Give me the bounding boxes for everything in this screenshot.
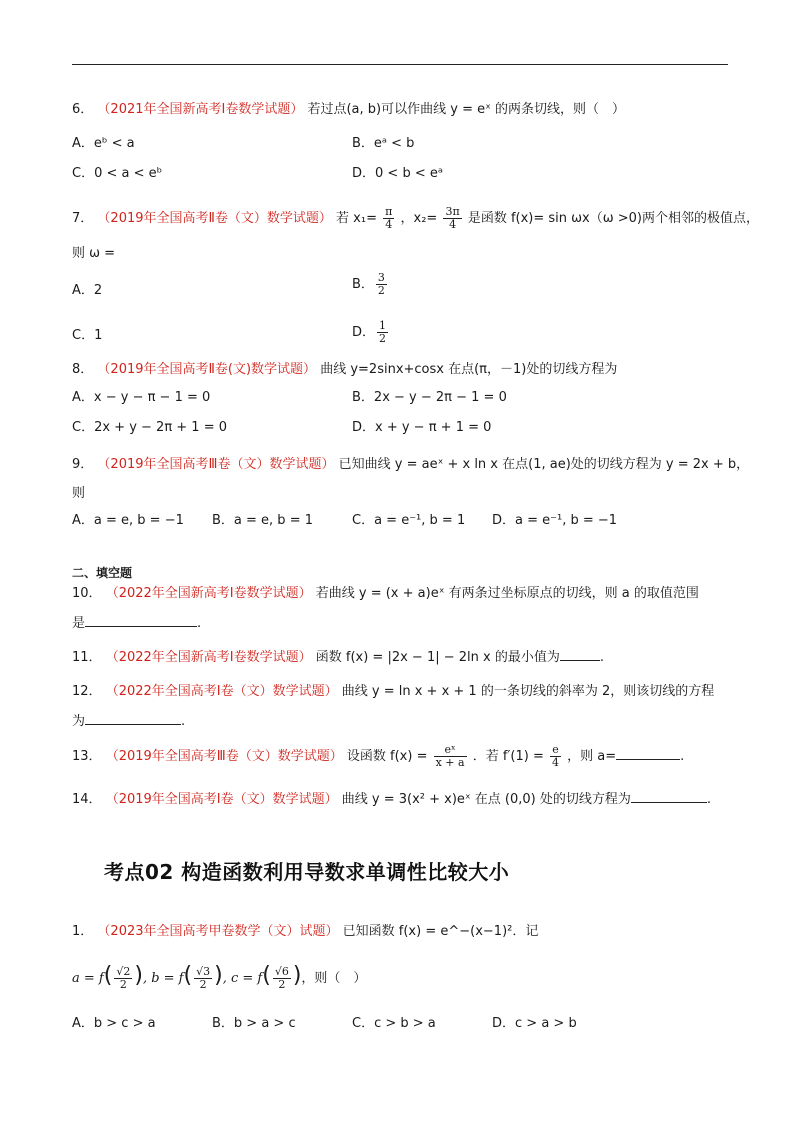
question-number: 14． <box>72 792 102 807</box>
option-d: D．c > a > b <box>492 1016 577 1031</box>
question-source: （2022年全国高考Ⅰ卷（文）数学试题） <box>105 684 338 699</box>
question-11: 11． （2022年全国新高考Ⅰ卷数学试题） 函数 f(x) = |2x − 1| − 2ln x 的最小值为 . <box>72 646 604 668</box>
option-b: B．2x − y − 2π − 1 = 0 <box>352 390 507 405</box>
answer-blank[interactable] <box>85 710 181 725</box>
question-stem-mid: ，x₂= <box>400 211 438 226</box>
question-stem: 函数 f(x) = |2x − 1| − 2ln x 的最小值为 <box>315 650 560 665</box>
question-12 <box>72 682 714 702</box>
section-heading: 二、填空题 <box>72 566 133 580</box>
question-number: 7． <box>72 211 94 226</box>
option-b: B． $\frac{3}{2}$ <box>352 271 385 297</box>
option-b: B．a = e, b = 1 <box>212 513 313 528</box>
question-number: 1． <box>72 924 94 939</box>
question-6 <box>72 100 625 120</box>
option-d: D． $\frac{1}{2}$ <box>352 319 387 345</box>
question-stem-post: ，则 a= <box>567 749 617 764</box>
option-b: B．b > a > c <box>212 1016 296 1031</box>
question-13: 13． （2019年全国高考Ⅲ卷（文）数学试题） 设函数 f(x) = $\frac{\text{eˣ}}{x + a}$ ．若 f′(1) = $\frac{e}{4}$ ，则 a= . <box>72 743 685 769</box>
question-7 <box>72 206 759 231</box>
option-a: A．eᵇ < a <box>72 136 135 151</box>
option-c: C．0 < a < eᵇ <box>72 166 163 181</box>
option-b: B．eᵃ < b <box>352 136 415 151</box>
question-number: 8． <box>72 362 94 377</box>
question-stem: 曲线 y = ln x + x + 1 的一条切线的斜率为 2，则该切线的方程 <box>341 684 715 699</box>
question-source: （2023年全国高考甲卷数学（文）试题） <box>97 924 339 939</box>
answer-blank[interactable] <box>616 745 680 760</box>
option-d: D．0 < b < eᵃ <box>352 166 443 181</box>
problem-1 <box>72 922 538 942</box>
answer-blank[interactable] <box>631 788 707 803</box>
option-c: C．c > b > a <box>352 1016 436 1031</box>
option-a: A．b > c > a <box>72 1016 156 1031</box>
answer-blank[interactable] <box>85 612 197 627</box>
question-stem: 若过点(a, b)可以作曲线 y = eˣ 的两条切线，则（ ） <box>307 102 625 117</box>
question-9-line2: 则 <box>72 486 86 501</box>
question-number: 9． <box>72 457 94 472</box>
question-number: 13． <box>72 749 102 764</box>
fraction-sqrt2-over-2: $\frac{√2}{2}$ <box>116 965 131 991</box>
question-8 <box>72 360 617 380</box>
question-source: （2019年全国高考Ⅰ卷（文）数学试题） <box>105 792 338 807</box>
question-stem-pre: 若 x₁= <box>336 211 377 226</box>
question-stem: 已知曲线 y = aeˣ + x ln x 在点(1, ae)处的切线方程为 y = 2x + b， <box>338 457 750 472</box>
question-12-line2: 为 . <box>72 710 185 732</box>
fraction-3-over-2: $\frac{3}{2}$ <box>377 271 385 297</box>
question-source: （2019年全国高考Ⅱ卷(文)数学试题） <box>97 362 317 377</box>
question-number: 11． <box>72 650 102 665</box>
problem-1-line2: a = f( $\frac{√2}{2}$ ), b = f( $\frac{√3}{2}$ ), c = f( $\frac{√6}{2}$ )，则（ ） <box>72 963 367 991</box>
question-stem-post: 是函数 f(x)= sin ωx（ω >0)两个相邻的极值点， <box>467 211 759 226</box>
option-a: A．x − y − π − 1 = 0 <box>72 390 211 405</box>
fraction-sqrt3-over-2: $\frac{√3}{2}$ <box>196 965 211 991</box>
question-stem: 若曲线 y = (x + a)eˣ 有两条过坐标原点的切线，则 a 的取值范围 <box>315 586 699 601</box>
question-10 <box>72 584 699 604</box>
fraction-3pi-over-4: $\frac{3\pi}{4}$ <box>445 205 460 231</box>
topic-heading: 考点02 构造函数利用导数求单调性比较大小 <box>104 860 510 884</box>
option-c: C．2x + y − 2π + 1 = 0 <box>72 420 228 435</box>
question-number: 10． <box>72 586 102 601</box>
question-stem: 曲线 y = 3(x² + x)eˣ 在点 (0,0) 处的切线方程为 <box>341 792 631 807</box>
question-source: （2021年全国新高考Ⅰ卷数学试题） <box>97 102 304 117</box>
question-10-line2: 是 . <box>72 612 201 634</box>
option-a: A．2 <box>72 283 103 298</box>
option-d: D．x + y − π + 1 = 0 <box>352 420 492 435</box>
answer-blank[interactable] <box>560 646 600 661</box>
header-rule <box>72 64 728 65</box>
question-14: 14． （2019年全国高考Ⅰ卷（文）数学试题） 曲线 y = 3(x² + x)eˣ 在点 (0,0) 处的切线方程为 . <box>72 788 711 810</box>
question-7-line2: 则 ω = <box>72 246 116 261</box>
fraction-sqrt6-over-2: $\frac{√6}{2}$ <box>274 965 289 991</box>
fraction-pi-over-4: $\frac{\pi}{4}$ <box>385 205 393 231</box>
question-source: （2022年全国新高考Ⅰ卷数学试题） <box>105 650 312 665</box>
question-stem: 已知函数 f(x) = e^−(x−1)²．记 <box>342 924 539 939</box>
option-a: A．a = e, b = −1 <box>72 513 184 528</box>
fraction-1-over-2: $\frac{1}{2}$ <box>379 319 387 345</box>
option-d: D．a = e⁻¹, b = −1 <box>492 513 618 528</box>
question-number: 12． <box>72 684 102 699</box>
fraction-e-over-4: $\frac{e}{4}$ <box>551 743 559 769</box>
question-source: （2019年全国高考Ⅱ卷（文）数学试题） <box>97 211 332 226</box>
fraction-f: $\frac{\text{eˣ}}{x + a}$ <box>435 743 465 769</box>
question-stem: 曲线 y=2sinx+cosx 在点(π，－1)处的切线方程为 <box>320 362 618 377</box>
question-source: （2019年全国高考Ⅲ卷（文）数学试题） <box>97 457 335 472</box>
question-number: 6． <box>72 102 94 117</box>
question-source: （2022年全国新高考Ⅰ卷数学试题） <box>105 586 312 601</box>
question-stem-mid: ．若 f′(1) = <box>472 749 544 764</box>
question-9 <box>72 455 749 475</box>
option-c: C．1 <box>72 328 103 343</box>
question-source: （2019年全国高考Ⅲ卷（文）数学试题） <box>105 749 343 764</box>
question-stem-pre: 设函数 f(x) = <box>346 749 428 764</box>
option-c: C．a = e⁻¹, b = 1 <box>352 513 466 528</box>
